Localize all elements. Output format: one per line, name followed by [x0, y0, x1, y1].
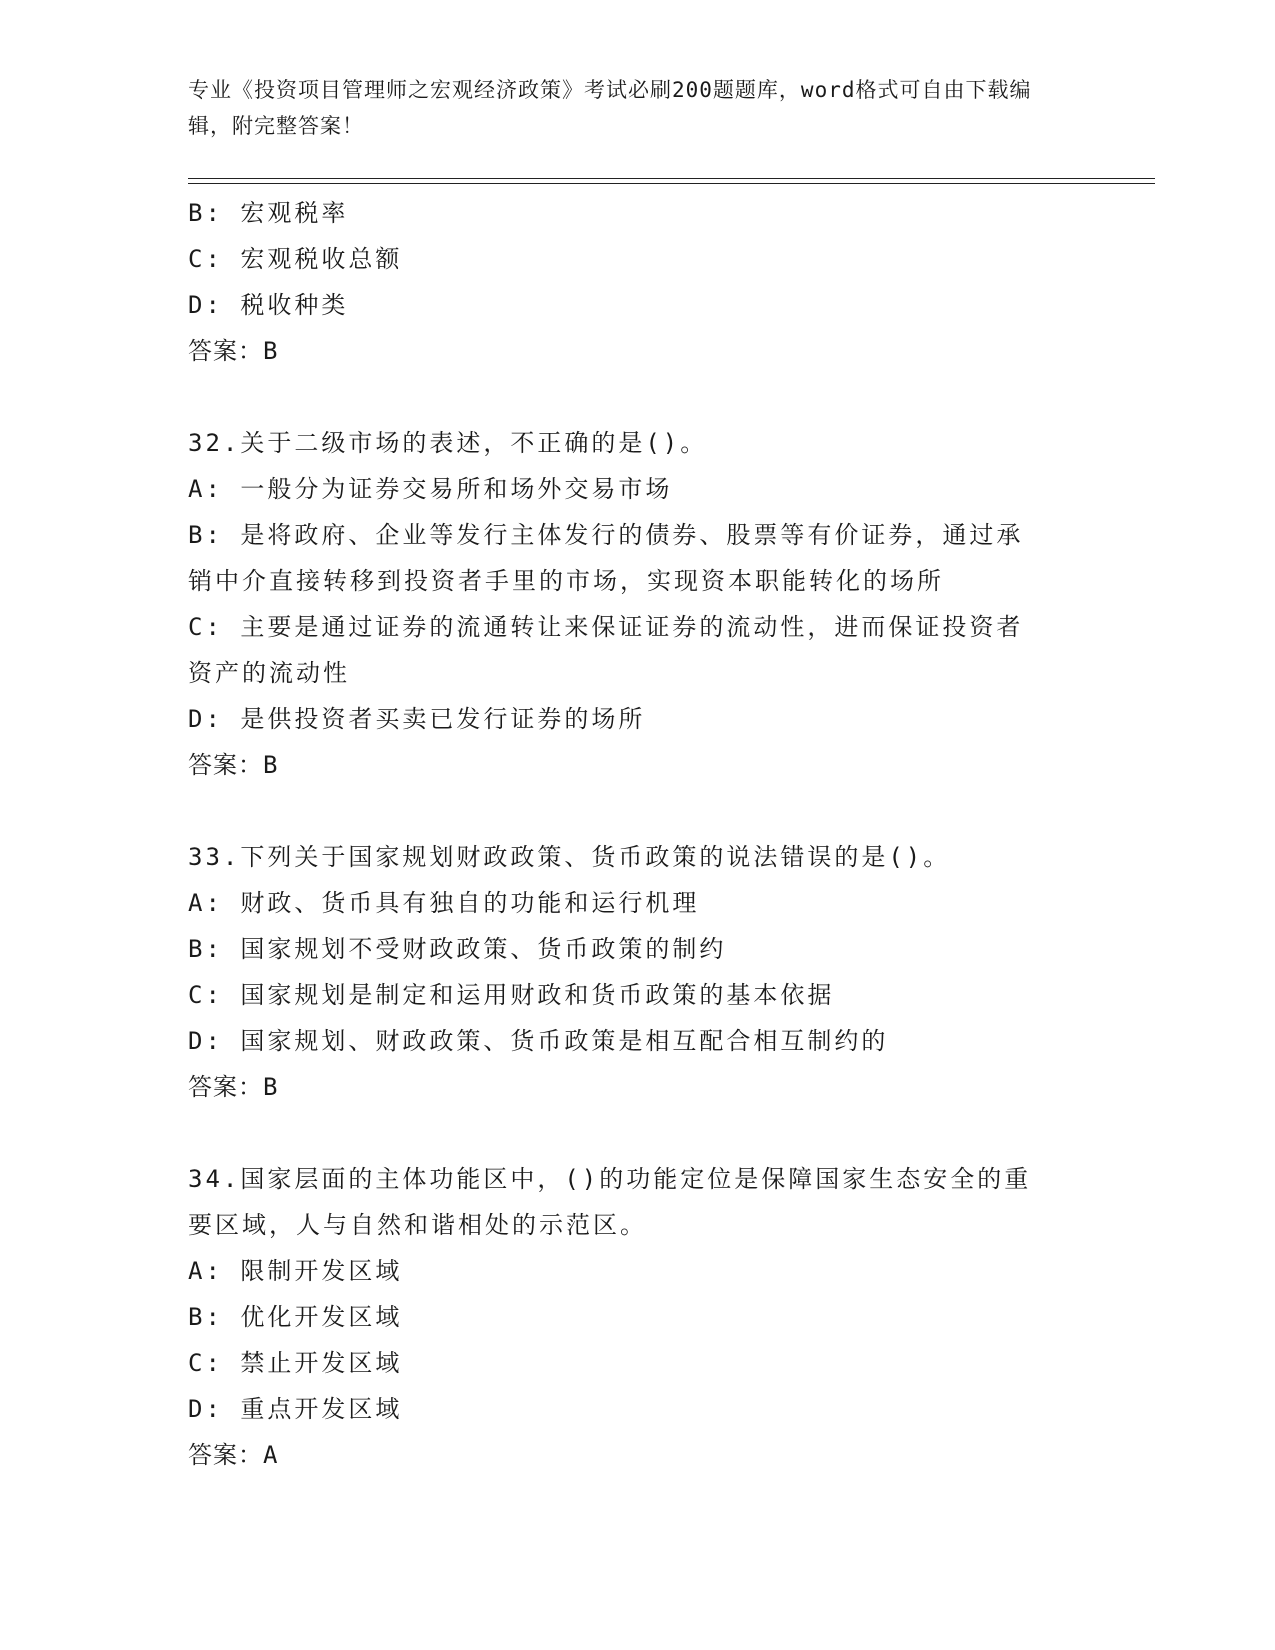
option-d: D: 税收种类	[188, 291, 349, 319]
option-a: A: 一般分为证券交易所和场外交易市场	[188, 475, 673, 503]
header-rule-top	[188, 178, 1155, 179]
answer: 答案：B	[188, 337, 279, 365]
answer: 答案：A	[188, 1441, 279, 1469]
question-stem: 32.关于二级市场的表述，不正确的是()。	[188, 429, 708, 457]
spacer	[188, 788, 1078, 834]
question-stem-continued: 要区域，人与自然和谐相处的示范区。	[188, 1211, 647, 1239]
header-rule-bottom	[188, 183, 1155, 184]
question-33	[188, 834, 1078, 1110]
question-stem: 33.下列关于国家规划财政政策、货币政策的说法错误的是()。	[188, 843, 951, 871]
question-34	[188, 1156, 1078, 1478]
option-c-continued: 资产的流动性	[188, 659, 350, 687]
option-d: D: 重点开发区域	[188, 1395, 403, 1423]
option-b: B: 国家规划不受财政政策、货币政策的制约	[188, 935, 727, 963]
option-c: C: 宏观税收总额	[188, 245, 403, 273]
option-c: C: 主要是通过证券的流通转让来保证证券的流动性，进而保证投资者	[188, 613, 1024, 641]
option-b: B: 优化开发区域	[188, 1303, 403, 1331]
document-header: 专业《投资项目管理师之宏观经济政策》考试必刷200题题库，word格式可自由下载编辑，附完整答案！	[188, 78, 1032, 138]
option-a: A: 限制开发区域	[188, 1257, 403, 1285]
option-c: C: 禁止开发区域	[188, 1349, 403, 1377]
question-32	[188, 420, 1078, 788]
spacer	[188, 1110, 1078, 1156]
option-d: D: 是供投资者买卖已发行证券的场所	[188, 705, 646, 733]
option-b: B: 宏观税率	[188, 199, 349, 227]
option-b-continued: 销中介直接转移到投资者手里的市场，实现资本职能转化的场所	[188, 567, 944, 595]
answer: 答案：B	[188, 751, 279, 779]
option-d: D: 国家规划、财政政策、货币政策是相互配合相互制约的	[188, 1027, 889, 1055]
spacer	[188, 374, 1078, 420]
document-body	[188, 190, 1078, 1478]
answer: 答案：B	[188, 1073, 279, 1101]
question-31-continued	[188, 190, 1078, 374]
option-a: A: 财政、货币具有独自的功能和运行机理	[188, 889, 700, 917]
option-c: C: 国家规划是制定和运用财政和货币政策的基本依据	[188, 981, 835, 1009]
question-stem: 34.国家层面的主体功能区中，()的功能定位是保障国家生态安全的重	[188, 1165, 1032, 1193]
option-b: B: 是将政府、企业等发行主体发行的债券、股票等有价证券，通过承	[188, 521, 1024, 549]
